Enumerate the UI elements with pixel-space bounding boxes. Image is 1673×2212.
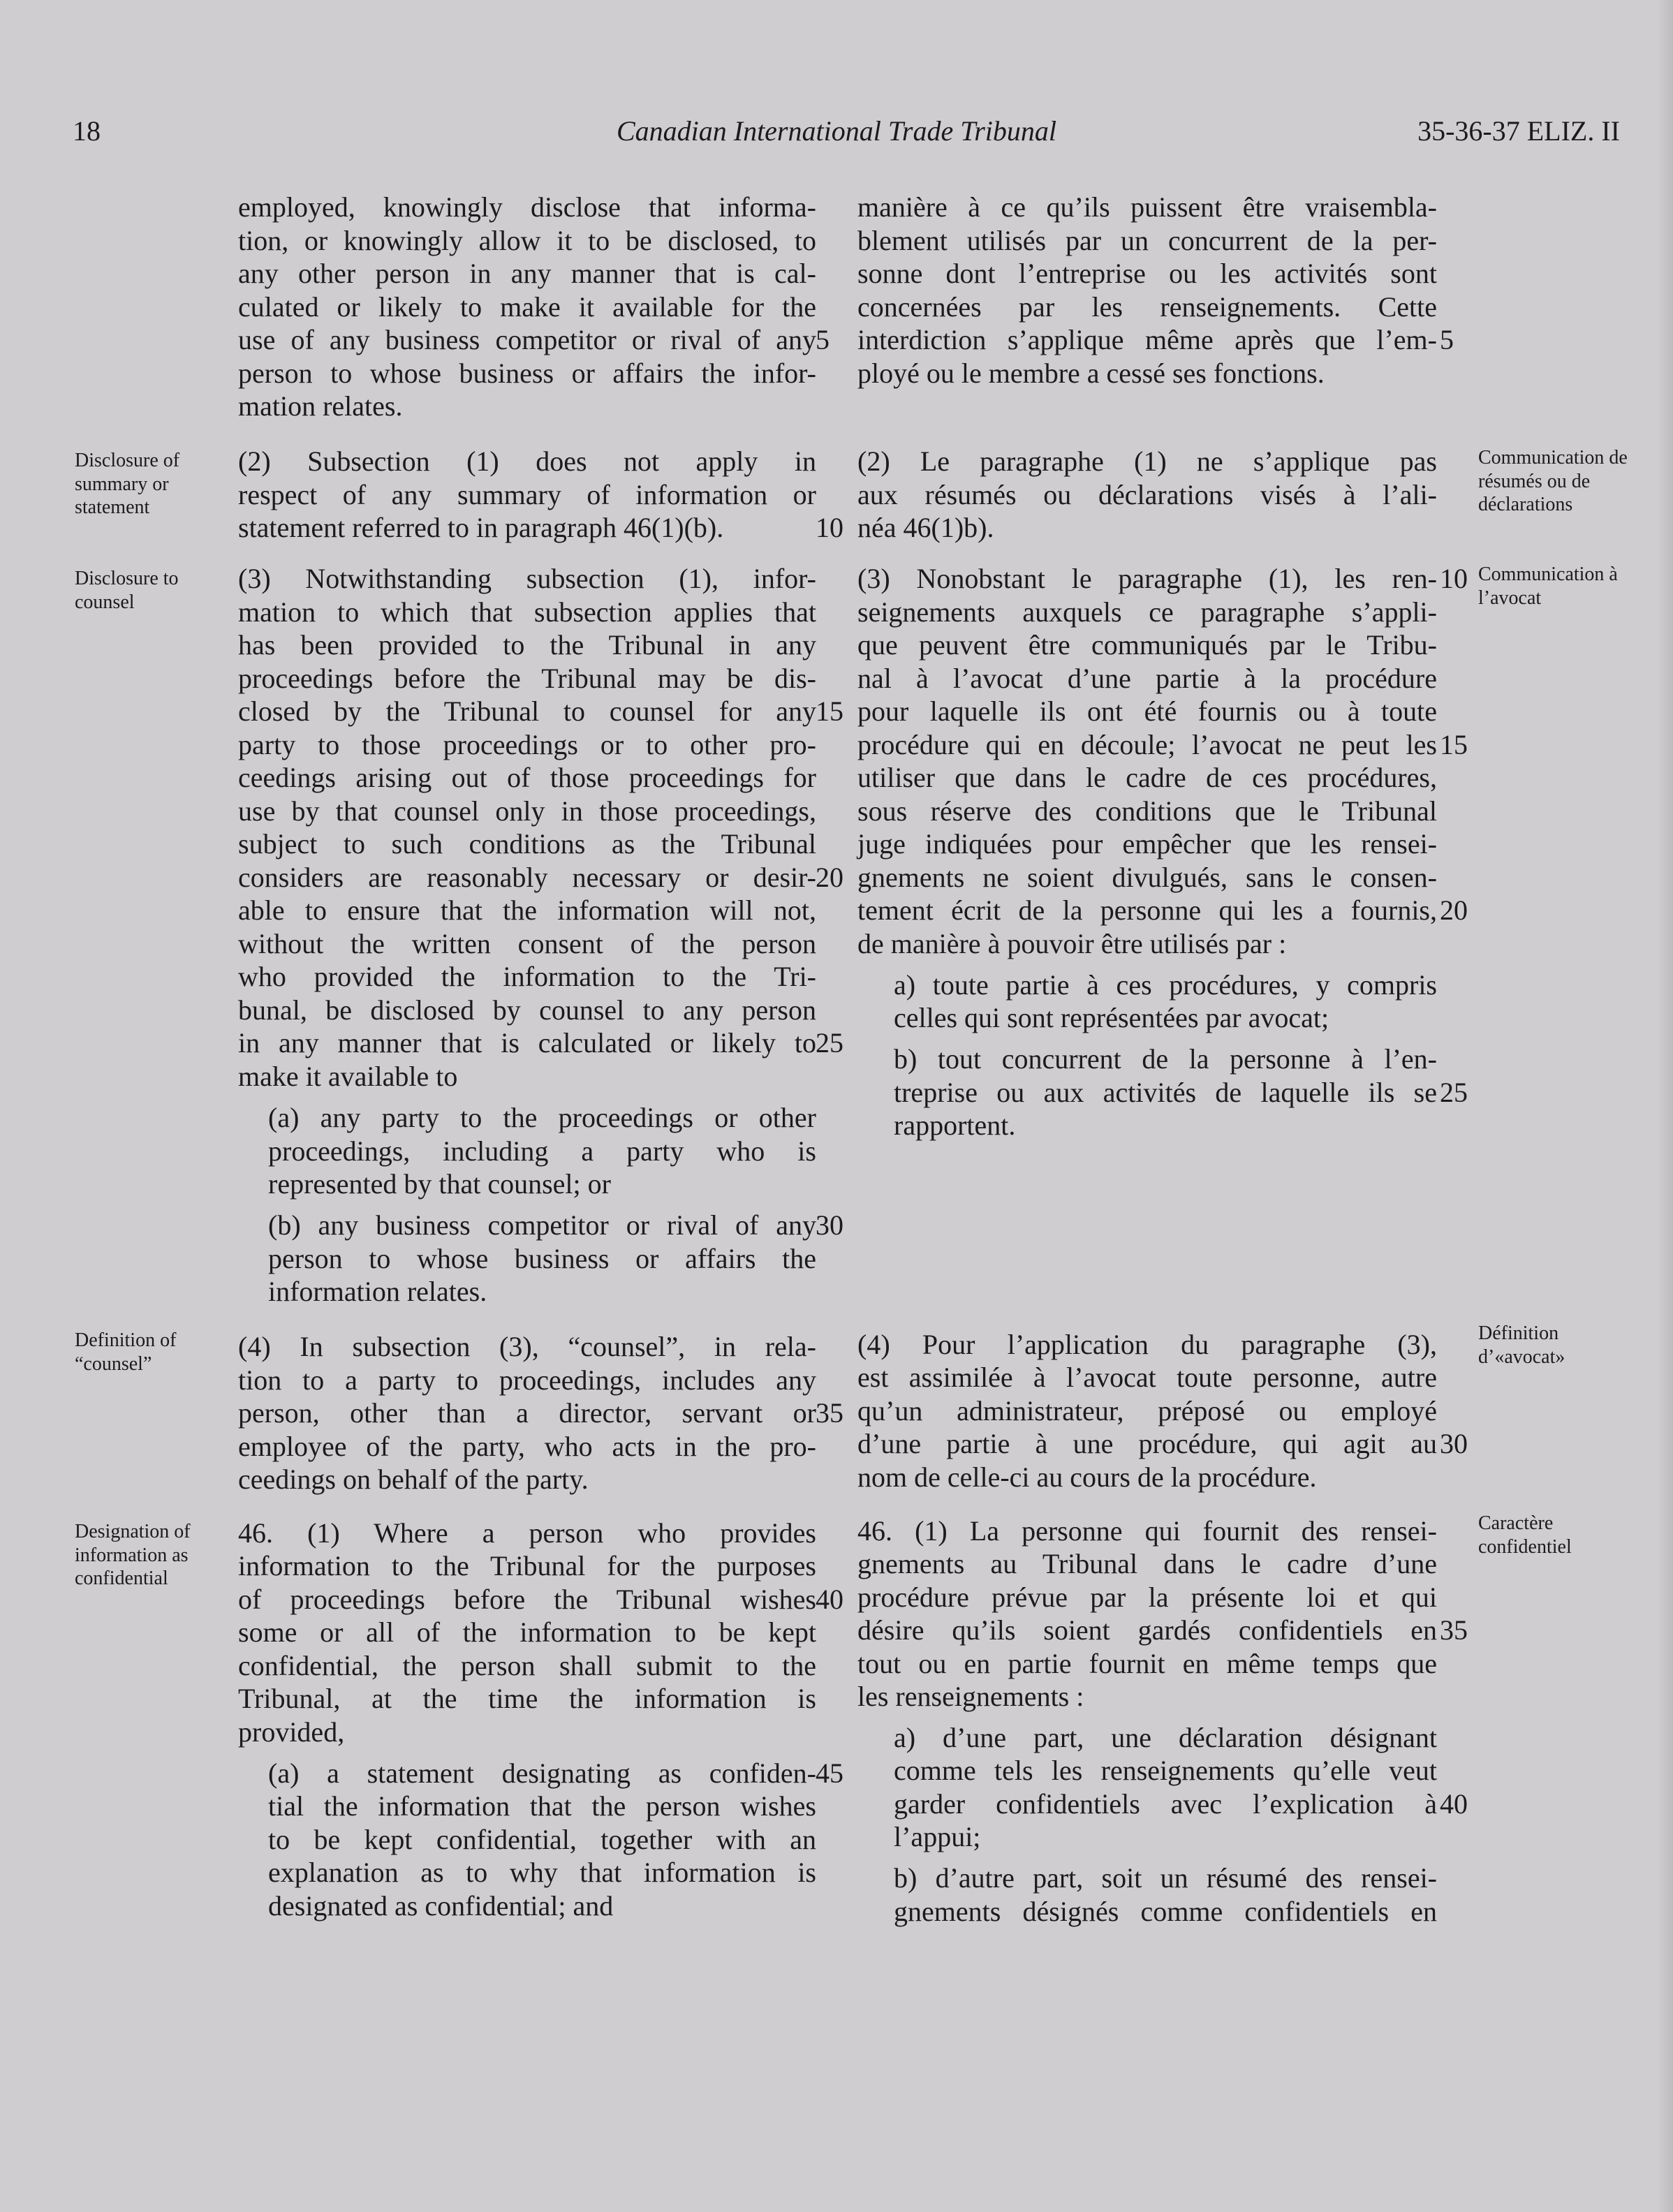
en-text-line: ceedings arising out of those proceedings for xyxy=(238,762,816,793)
line-number: 45 xyxy=(816,1757,843,1789)
line-number: 40 xyxy=(816,1584,843,1615)
fr-text-line: nal à l’avocat d’une partie à la procédure xyxy=(857,663,1437,694)
en-text-line: represented by that counsel; or xyxy=(268,1168,611,1200)
fr-text-line: b) tout concurrent de la personne à l’en- xyxy=(894,1043,1437,1075)
en-text-line: mation relates. xyxy=(238,390,403,422)
line-number: 10 xyxy=(1440,563,1468,594)
en-text-line: culated or likely to make it available for the xyxy=(238,291,816,323)
fr-text-line: a) d’une part, une déclaration désignant xyxy=(894,1722,1437,1753)
en-text-line: bunal, be disclosed by counsel to any person xyxy=(238,994,816,1026)
en-text-line: use of any business competitor or rival of any xyxy=(238,324,816,355)
page-number: 18 xyxy=(73,115,101,147)
fr-text-line: (3) Nonobstant le paragraphe (1), les ren- xyxy=(857,563,1437,594)
line-number: 15 xyxy=(1440,729,1468,760)
margin-note-communication-resumes: Communication de résumés ou de déclarations xyxy=(1478,447,1628,516)
fr-text-line: (2) Le paragraphe (1) ne s’applique pas xyxy=(857,445,1437,477)
fr-text-line: b) d’autre part, soit un résumé des rensei- xyxy=(894,1862,1437,1894)
fr-text-line: a) toute partie à ces procédures, y compris xyxy=(894,969,1437,1001)
fr-text-line: sonne dont l’entreprise ou les activités sont xyxy=(857,258,1437,289)
en-text-line: person, other than a director, servant or xyxy=(238,1397,816,1429)
fr-text-line: comme tels les renseignements qu’elle veut xyxy=(894,1755,1437,1786)
line-number: 15 xyxy=(816,695,843,727)
en-text-line: without the written consent of the person xyxy=(238,928,816,959)
en-text-line: able to ensure that the information will not, xyxy=(238,894,816,926)
fr-text-line: de manière à pouvoir être utilisés par : xyxy=(857,928,1287,959)
en-text-line: tial the information that the person wishes xyxy=(268,1790,816,1822)
margin-note-designation-confidential: Designation of information as confidential xyxy=(75,1521,191,1590)
en-text-line: subject to such conditions as the Tribunal xyxy=(238,828,816,860)
en-text-line: provided, xyxy=(238,1716,345,1748)
fr-text-line: (4) Pour l’application du paragraphe (3), xyxy=(857,1329,1437,1360)
fr-text-line: manière à ce qu’ils puissent être vraisembla- xyxy=(857,191,1437,223)
en-text-line: information to the Tribunal for the purposes xyxy=(238,1550,816,1581)
fr-text-line: qu’un administrateur, préposé ou employé xyxy=(857,1395,1437,1426)
en-text-line: confidential, the person shall submit to the xyxy=(238,1650,816,1681)
en-text-line: respect of any summary of information or xyxy=(238,479,816,510)
fr-text-line: ployé ou le membre a cessé ses fonctions. xyxy=(857,357,1325,389)
en-text-line: who provided the information to the Tri- xyxy=(238,961,816,992)
en-text-line: any other person in any manner that is cal- xyxy=(238,258,816,289)
en-text-line: in any manner that is calculated or likely to xyxy=(238,1027,816,1059)
line-number: 10 xyxy=(816,512,843,543)
fr-text-line: rapportent. xyxy=(894,1109,1016,1141)
fr-text-line: tout ou en partie fournit en même temps que xyxy=(857,1648,1437,1679)
fr-text-line: treprise ou aux activités de laquelle ils se xyxy=(894,1077,1437,1108)
fr-text-line: procédure prévue par la présente loi et qui xyxy=(857,1581,1437,1613)
fr-text-line: tement écrit de la personne qui les a fournis, xyxy=(857,894,1437,926)
line-number: 5 xyxy=(816,324,830,355)
en-text-line: of proceedings before the Tribunal wishes xyxy=(238,1584,816,1615)
line-number: 25 xyxy=(816,1027,843,1059)
margin-note-definition-of-counsel: Definition of “counsel” xyxy=(75,1329,177,1375)
fr-text-line: aux résumés ou déclarations visés à l’ali- xyxy=(857,479,1437,510)
fr-text-line: concernées par les renseignements. Cette xyxy=(857,291,1437,323)
fr-text-line: seignements auxquels ce paragraphe s’appli- xyxy=(857,596,1437,628)
en-text-line: information relates. xyxy=(268,1276,487,1307)
en-text-line: make it available to xyxy=(238,1061,458,1092)
line-number: 25 xyxy=(1440,1077,1468,1108)
regnal-year: 35-36-37 ELIZ. II xyxy=(1417,115,1620,147)
en-text-line: (3) Notwithstanding subsection (1), infor- xyxy=(238,563,816,594)
line-number: 30 xyxy=(1440,1428,1468,1459)
en-text-line: tion to a party to proceedings, includes any xyxy=(238,1364,816,1396)
en-text-line: closed by the Tribunal to counsel for any xyxy=(238,695,816,727)
fr-text-line: d’une partie à une procédure, qui agit au xyxy=(857,1428,1437,1459)
en-text-line: (b) any business competitor or rival of any xyxy=(268,1209,816,1241)
line-number: 20 xyxy=(1440,894,1468,926)
line-number: 35 xyxy=(816,1397,843,1429)
margin-note-definition-avocat: Définition d’«avocat» xyxy=(1478,1322,1565,1368)
en-text-line: to be kept confidential, together with an xyxy=(268,1824,816,1855)
en-text-line: person to whose business or affairs the xyxy=(268,1243,816,1274)
en-text-line: employee of the party, who acts in the pro- xyxy=(238,1431,816,1462)
fr-text-line: sous réserve des conditions que le Tribunal xyxy=(857,795,1437,827)
page-edge-shadow xyxy=(1658,0,1673,2212)
running-title: Canadian International Trade Tribunal xyxy=(616,115,1057,147)
en-text-line: proceedings, including a party who is xyxy=(268,1135,816,1167)
fr-text-line: gnements ne soient divulgués, sans le consen- xyxy=(857,862,1437,893)
en-text-line: use by that counsel only in those proceedings, xyxy=(238,795,816,827)
margin-note-communication-avocat: Communication à l’avocat xyxy=(1478,563,1618,609)
en-text-line: employed, knowingly disclose that informa- xyxy=(238,191,816,223)
fr-text-line: interdiction s’applique même après que l’em- xyxy=(857,324,1437,355)
fr-text-line: les renseignements : xyxy=(857,1681,1084,1712)
en-text-line: explanation as to why that information is xyxy=(268,1857,816,1888)
fr-text-line: pour laquelle ils ont été fournis ou à toute xyxy=(857,695,1437,727)
fr-text-line: juge indiquées pour empêcher que les rensei- xyxy=(857,828,1437,860)
en-text-line: tion, or knowingly allow it to be disclosed, to xyxy=(238,225,816,256)
fr-text-line: gnements au Tribunal dans le cadre d’une xyxy=(857,1548,1437,1579)
margin-note-disclosure-to-counsel: Disclosure to counsel xyxy=(75,568,179,613)
fr-text-line: nom de celle-ci au cours de la procédure. xyxy=(857,1461,1317,1493)
line-number: 40 xyxy=(1440,1788,1468,1820)
en-text-line: considers are reasonably necessary or desir- xyxy=(238,862,816,893)
en-text-line: Tribunal, at the time the information is xyxy=(238,1683,816,1714)
en-text-line: person to whose business or affairs the infor- xyxy=(238,357,816,389)
en-text-line: 46. (1) Where a person who provides xyxy=(238,1517,816,1549)
fr-text-line: procédure qui en découle; l’avocat ne peut les xyxy=(857,729,1437,760)
en-text-line: designated as confidential; and xyxy=(268,1890,614,1922)
en-text-line: (4) In subsection (3), “counsel”, in rela- xyxy=(238,1331,816,1362)
fr-text-line: que peuvent être communiqués par le Tribu- xyxy=(857,629,1437,661)
fr-text-line: blement utilisés par un concurrent de la per- xyxy=(857,225,1437,256)
fr-text-line: utiliser que dans le cadre de ces procédures, xyxy=(857,762,1437,793)
en-text-line: proceedings before the Tribunal may be dis- xyxy=(238,663,816,694)
line-number: 35 xyxy=(1440,1614,1468,1646)
en-text-line: has been provided to the Tribunal in any xyxy=(238,629,816,661)
line-number: 20 xyxy=(816,862,843,893)
margin-note-disclosure-of-summary: Disclosure of summary or statement xyxy=(75,450,180,519)
en-text-line: (a) a statement designating as confiden- xyxy=(268,1757,816,1789)
line-number: 5 xyxy=(1440,324,1454,355)
en-text-line: party to those proceedings or to other pro- xyxy=(238,729,816,760)
en-text-line: ceedings on behalf of the party. xyxy=(238,1463,589,1495)
en-text-line: some or all of the information to be kept xyxy=(238,1616,816,1648)
fr-text-line: désire qu’ils soient gardés confidentiels en xyxy=(857,1614,1437,1646)
fr-text-line: néa 46(1)b). xyxy=(857,512,994,543)
fr-text-line: celles qui sont représentées par avocat; xyxy=(894,1002,1329,1033)
margin-note-caractere-confidentiel: Caractère confidentiel xyxy=(1478,1512,1572,1558)
line-number: 30 xyxy=(816,1209,843,1241)
fr-text-line: 46. (1) La personne qui fournit des rensei- xyxy=(857,1515,1437,1547)
fr-text-line: l’appui; xyxy=(894,1821,981,1852)
fr-text-line: garder confidentiels avec l’explication à xyxy=(894,1788,1437,1820)
en-text-line: (a) any party to the proceedings or other xyxy=(268,1102,816,1133)
en-text-line: statement referred to in paragraph 46(1)(b). xyxy=(238,512,724,543)
en-text-line: (2) Subsection (1) does not apply in xyxy=(238,445,816,477)
en-text-line: mation to which that subsection applies that xyxy=(238,596,816,628)
fr-text-line: gnements désignés comme confidentiels en xyxy=(894,1896,1437,1927)
fr-text-line: est assimilée à l’avocat toute personne, autre xyxy=(857,1362,1437,1393)
